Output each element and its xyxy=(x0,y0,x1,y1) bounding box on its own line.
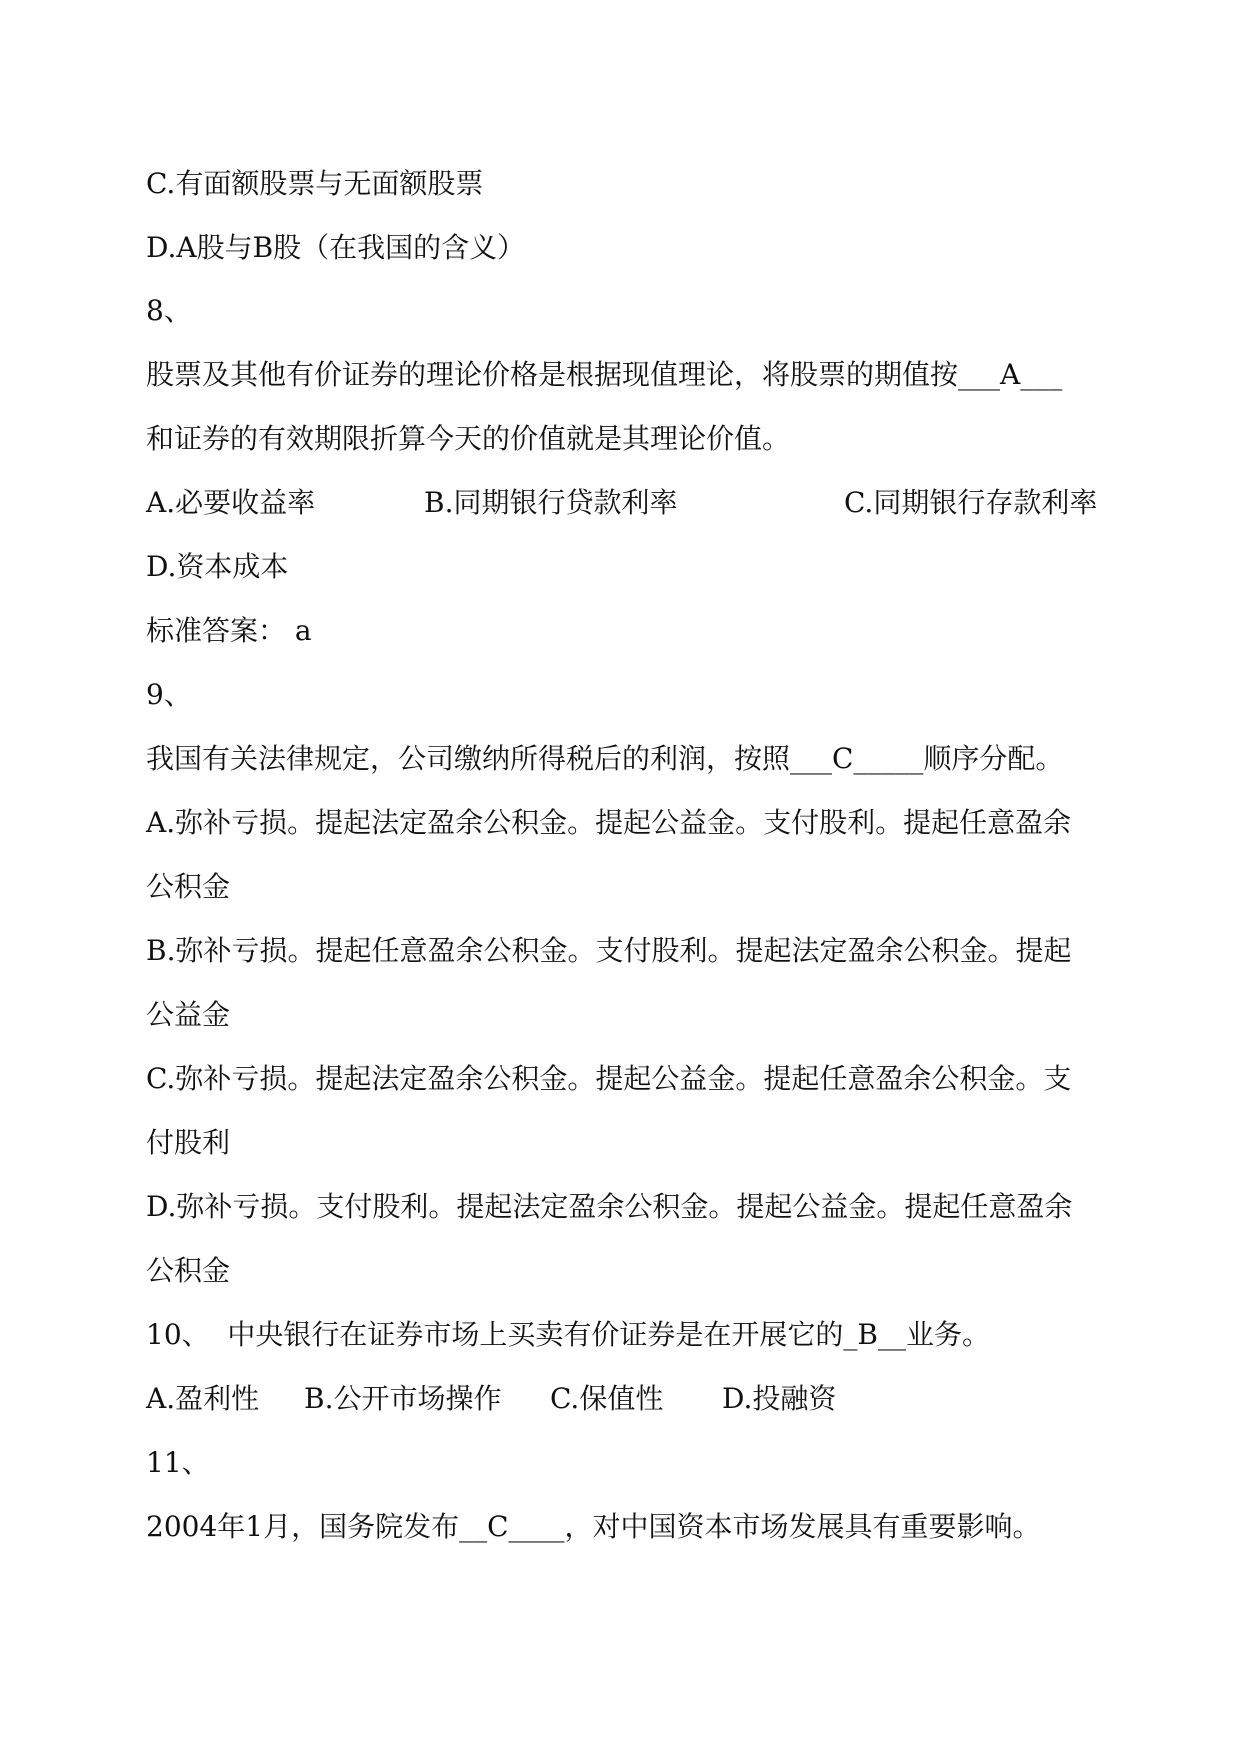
q9-number: 9、 xyxy=(146,678,192,711)
q8-answer: 标准答案： a xyxy=(146,614,312,647)
q7-option-d: D.A股与B股（在我国的含义） xyxy=(146,231,526,264)
q11-stem: 2004年1月，国务院发布__C____，对中国资本市场发展具有重要影响。 xyxy=(146,1510,1041,1543)
q9-option-c-line2: 付股利 xyxy=(146,1126,231,1159)
q9-option-d-line2: 公积金 xyxy=(146,1254,231,1287)
q8-stem-line1: 股票及其他有价证券的理论价格是根据现值理论，将股票的期值按___A___ xyxy=(146,358,1063,391)
q7-option-c: C.有面额股票与无面额股票 xyxy=(146,167,484,200)
q8-option-b: B.同期银行贷款利率 xyxy=(424,486,678,519)
q9-option-b-line1: B.弥补亏损。提起任意盈余公积金。支付股利。提起法定盈余公积金。提起 xyxy=(146,934,1072,967)
q9-option-a-line1: A.弥补亏损。提起法定盈余公积金。提起公益金。支付股利。提起任意盈余 xyxy=(146,806,1072,839)
q10-option-d: D.投融资 xyxy=(722,1382,837,1415)
q9-option-d-line1: D.弥补亏损。支付股利。提起法定盈余公积金。提起公益金。提起任意盈余 xyxy=(146,1190,1073,1223)
q8-number: 8、 xyxy=(146,294,192,327)
q9-option-b-line2: 公益金 xyxy=(146,998,231,1031)
q9-option-a-line2: 公积金 xyxy=(146,870,231,903)
q11-number: 11、 xyxy=(146,1446,210,1479)
q8-option-a: A.必要收益率 xyxy=(146,486,316,519)
q10-option-b: B.公开市场操作 xyxy=(304,1382,502,1415)
q8-option-d: D.资本成本 xyxy=(146,550,289,583)
q9-option-c-line1: C.弥补亏损。提起法定盈余公积金。提起公益金。提起任意盈余公积金。支 xyxy=(146,1062,1072,1095)
q8-stem-line2: 和证券的有效期限折算今天的价值就是其理论价值。 xyxy=(146,422,791,455)
q10-stem: 10、 中央银行在证券市场上买卖有价证券是在开展它的_B__业务。 xyxy=(146,1318,991,1351)
q8-option-c: C.同期银行存款利率 xyxy=(844,486,1098,519)
q10-option-a: A.盈利性 xyxy=(146,1382,260,1415)
q9-stem: 我国有关法律规定，公司缴纳所得税后的利润，按照___C_____顺序分配。 xyxy=(146,742,1064,775)
q10-option-c: C.保值性 xyxy=(550,1382,664,1415)
